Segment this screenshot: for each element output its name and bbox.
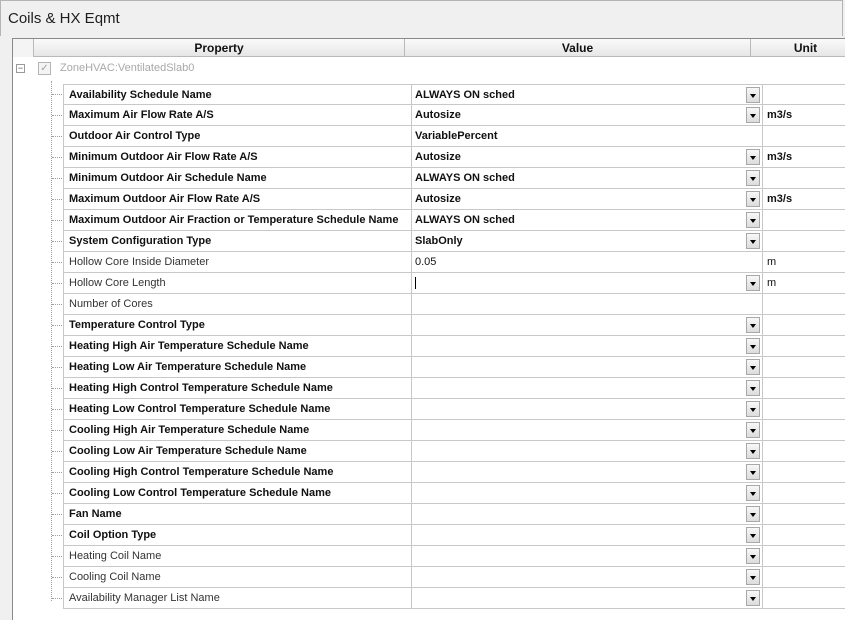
field-row[interactable] <box>52 273 845 294</box>
tree-tick <box>52 178 62 179</box>
field-value[interactable] <box>412 420 763 441</box>
field-label: Cooling Coil Name <box>63 567 412 588</box>
field-value-text: Autosize <box>415 109 461 121</box>
tree-tick <box>52 304 62 305</box>
dropdown-arrow-icon[interactable] <box>746 443 760 459</box>
field-value[interactable] <box>412 441 763 462</box>
field-label: Heating High Control Temperature Schedule Name <box>63 378 412 399</box>
column-header-unit[interactable]: Unit <box>751 39 845 57</box>
tree-tick <box>52 94 62 95</box>
dropdown-arrow-icon[interactable] <box>746 506 760 522</box>
header-corner <box>13 39 34 57</box>
field-label: Maximum Air Flow Rate A/S <box>63 105 412 126</box>
field-label: Heating High Air Temperature Schedule Name <box>63 336 412 357</box>
field-value[interactable] <box>412 105 763 126</box>
dropdown-arrow-icon[interactable] <box>746 548 760 564</box>
field-row[interactable] <box>52 378 845 399</box>
field-value-text: Autosize <box>415 151 461 163</box>
field-unit <box>763 462 845 483</box>
field-label: Availability Manager List Name <box>63 588 412 609</box>
field-unit <box>763 420 845 441</box>
panel-title: Coils & HX Eqmt <box>8 10 120 27</box>
field-label: Heating Low Air Temperature Schedule Name <box>63 357 412 378</box>
object-checkbox[interactable]: ✓ <box>38 62 51 75</box>
field-unit <box>763 588 845 609</box>
tree-tick <box>52 283 62 284</box>
field-unit <box>763 546 845 567</box>
field-row[interactable] <box>52 357 845 378</box>
field-value-text: SlabOnly <box>415 235 463 247</box>
field-label: Availability Schedule Name <box>63 84 412 105</box>
object-row[interactable] <box>13 58 845 80</box>
field-value[interactable] <box>412 336 763 357</box>
field-value[interactable] <box>412 546 763 567</box>
tree-tick <box>52 598 62 599</box>
field-value[interactable] <box>412 378 763 399</box>
field-value[interactable] <box>412 315 763 336</box>
field-unit <box>763 378 845 399</box>
panel-frame <box>0 0 843 36</box>
tree-tick <box>52 367 62 368</box>
field-label: Coil Option Type <box>63 525 412 546</box>
field-value[interactable] <box>412 525 763 546</box>
field-unit: m3/s <box>763 105 845 126</box>
field-unit <box>763 294 845 315</box>
field-value-text: ALWAYS ON sched <box>415 172 515 184</box>
field-row[interactable] <box>52 210 845 231</box>
field-unit <box>763 525 845 546</box>
field-row[interactable] <box>52 483 845 504</box>
tree-tick <box>52 514 62 515</box>
dropdown-arrow-icon[interactable] <box>746 485 760 501</box>
field-label: Maximum Outdoor Air Flow Rate A/S <box>63 189 412 210</box>
field-unit <box>763 567 845 588</box>
dropdown-arrow-icon[interactable] <box>746 317 760 333</box>
field-label: Cooling High Control Temperature Schedule Name <box>63 462 412 483</box>
field-label: Cooling High Air Temperature Schedule Name <box>63 420 412 441</box>
field-value[interactable] <box>412 483 763 504</box>
field-value[interactable] <box>412 273 763 294</box>
field-unit <box>763 357 845 378</box>
field-value[interactable] <box>412 504 763 525</box>
dropdown-arrow-icon[interactable] <box>746 149 760 165</box>
field-value[interactable] <box>412 399 763 420</box>
field-row[interactable] <box>52 567 845 588</box>
field-unit <box>763 315 845 336</box>
field-unit <box>763 336 845 357</box>
field-label: Hollow Core Length <box>63 273 412 294</box>
field-value[interactable] <box>412 84 763 105</box>
tree-tick <box>52 556 62 557</box>
tree-tick <box>52 409 62 410</box>
field-unit: m <box>763 273 845 294</box>
field-label: Temperature Control Type <box>63 315 412 336</box>
field-row[interactable] <box>52 399 845 420</box>
column-header-value[interactable]: Value <box>405 39 751 57</box>
field-unit <box>763 399 845 420</box>
field-unit <box>763 231 845 252</box>
field-row[interactable] <box>52 84 845 105</box>
dropdown-arrow-icon[interactable] <box>746 464 760 480</box>
field-unit <box>763 504 845 525</box>
tree-tick <box>52 451 62 452</box>
field-label: Minimum Outdoor Air Schedule Name <box>63 168 412 189</box>
field-row[interactable] <box>52 252 845 273</box>
field-label: Outdoor Air Control Type <box>63 126 412 147</box>
tree-tick <box>52 136 62 137</box>
field-unit <box>763 84 845 105</box>
field-row[interactable] <box>52 504 845 525</box>
field-row[interactable] <box>52 462 845 483</box>
dropdown-arrow-icon[interactable] <box>746 338 760 354</box>
field-value[interactable] <box>412 168 763 189</box>
text-caret <box>415 277 416 289</box>
field-value[interactable] <box>412 294 763 315</box>
object-name: ZoneHVAC:VentilatedSlab0 <box>60 62 195 74</box>
field-row[interactable] <box>52 420 845 441</box>
field-unit <box>763 210 845 231</box>
column-header-property[interactable]: Property <box>34 39 405 57</box>
field-row[interactable] <box>52 525 845 546</box>
dropdown-arrow-icon[interactable] <box>746 380 760 396</box>
dropdown-arrow-icon[interactable] <box>746 275 760 291</box>
field-row[interactable] <box>52 315 845 336</box>
field-value[interactable] <box>412 189 763 210</box>
field-label: Cooling Low Control Temperature Schedule Name <box>63 483 412 504</box>
dropdown-arrow-icon[interactable] <box>746 569 760 585</box>
field-unit <box>763 126 845 147</box>
dropdown-arrow-icon[interactable] <box>746 87 760 103</box>
dropdown-arrow-icon[interactable] <box>746 191 760 207</box>
field-row[interactable] <box>52 588 845 609</box>
tree-tick <box>52 241 62 242</box>
tree-tick <box>52 262 62 263</box>
field-unit: m3/s <box>763 147 845 168</box>
field-row[interactable] <box>52 294 845 315</box>
field-value[interactable] <box>412 588 763 609</box>
field-value-text: Autosize <box>415 193 461 205</box>
field-label: System Configuration Type <box>63 231 412 252</box>
field-value[interactable] <box>412 357 763 378</box>
field-row[interactable] <box>52 546 845 567</box>
dropdown-arrow-icon[interactable] <box>746 233 760 249</box>
field-label: Fan Name <box>63 504 412 525</box>
tree-tick <box>52 493 62 494</box>
field-label: Maximum Outdoor Air Fraction or Temperature Schedule Name <box>63 210 412 231</box>
dropdown-arrow-icon[interactable] <box>746 422 760 438</box>
tree-tick <box>52 346 62 347</box>
property-grid[interactable] <box>12 38 845 620</box>
field-row[interactable] <box>52 441 845 462</box>
field-row[interactable] <box>52 168 845 189</box>
field-value-text: ALWAYS ON sched <box>415 89 515 101</box>
dropdown-arrow-icon[interactable] <box>746 170 760 186</box>
dropdown-arrow-icon[interactable] <box>746 590 760 606</box>
field-unit <box>763 441 845 462</box>
dropdown-arrow-icon[interactable] <box>746 401 760 417</box>
field-label: Minimum Outdoor Air Flow Rate A/S <box>63 147 412 168</box>
dropdown-arrow-icon[interactable] <box>746 107 760 123</box>
field-row[interactable] <box>52 147 845 168</box>
field-label: Heating Coil Name <box>63 546 412 567</box>
field-value-text: VariablePercent <box>415 130 498 142</box>
tree-tick <box>52 577 62 578</box>
tree-tick <box>52 535 62 536</box>
field-label: Heating Low Control Temperature Schedule Name <box>63 399 412 420</box>
field-value[interactable] <box>412 126 763 147</box>
field-value[interactable] <box>412 462 763 483</box>
field-row[interactable] <box>52 336 845 357</box>
tree-tick <box>52 472 62 473</box>
tree-tick <box>52 325 62 326</box>
tree-tick <box>52 388 62 389</box>
field-label: Cooling Low Air Temperature Schedule Name <box>63 441 412 462</box>
field-label: Number of Cores <box>63 294 412 315</box>
tree-tick <box>52 157 62 158</box>
field-row[interactable] <box>52 189 845 210</box>
tree-tick <box>52 220 62 221</box>
field-value[interactable] <box>412 147 763 168</box>
tree-tick <box>52 430 62 431</box>
dropdown-arrow-icon[interactable] <box>746 359 760 375</box>
field-value[interactable] <box>412 210 763 231</box>
tree-tick <box>52 115 62 116</box>
field-unit: m3/s <box>763 189 845 210</box>
field-value[interactable] <box>412 567 763 588</box>
field-unit <box>763 483 845 504</box>
field-row[interactable] <box>52 105 845 126</box>
tree-tick <box>52 199 62 200</box>
field-rows <box>52 84 845 609</box>
field-value[interactable] <box>412 231 763 252</box>
dropdown-arrow-icon[interactable] <box>746 212 760 228</box>
field-value-text: 0.05 <box>415 256 437 268</box>
field-unit <box>763 168 845 189</box>
field-value-text: ALWAYS ON sched <box>415 214 515 226</box>
field-label: Hollow Core Inside Diameter <box>63 252 412 273</box>
collapse-icon[interactable]: − <box>17 63 24 73</box>
dropdown-arrow-icon[interactable] <box>746 527 760 543</box>
field-row[interactable] <box>52 231 845 252</box>
field-unit: m <box>763 252 845 273</box>
field-row[interactable] <box>52 126 845 147</box>
field-value[interactable] <box>412 252 763 273</box>
